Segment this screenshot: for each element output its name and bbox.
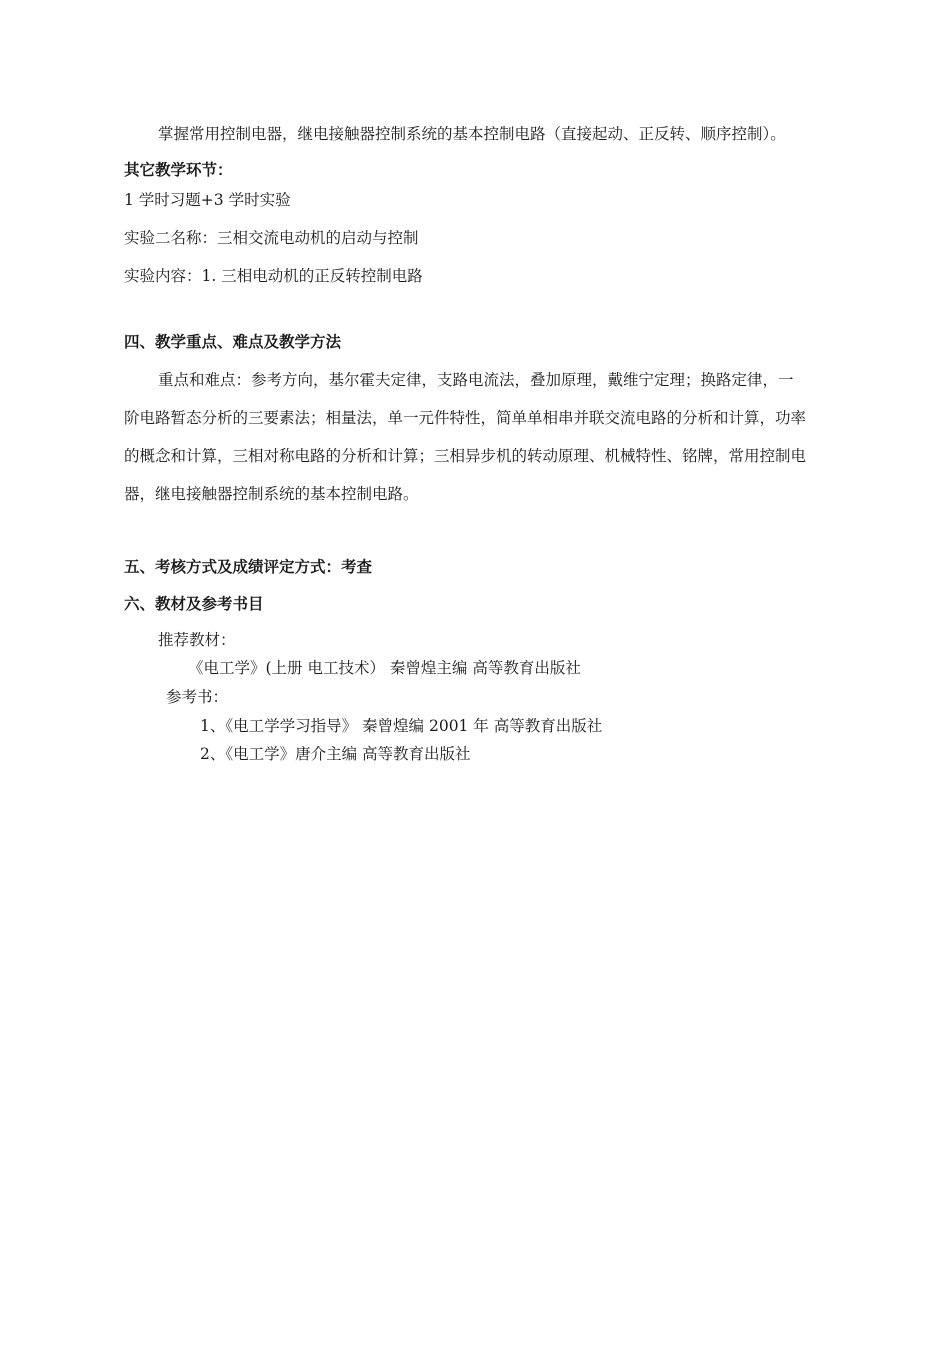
key-points-line: 重点和难点：参考方向，基尔霍夫定律，支路电流法，叠加原理，戴维宁定理；换路定律，一 bbox=[158, 371, 794, 389]
section4-heading: 四、教学重点、难点及教学方法 bbox=[124, 332, 342, 351]
reference-entry-2: 2、《电工学》唐介主编 高等教育出版社 bbox=[200, 745, 471, 763]
key-points-line: 阶电路暂态分析的三要素法；相量法，单一元件特性，简单单相串并联交流电路的分析和计算，功率 bbox=[124, 409, 807, 427]
key-points-line: 的概念和计算，三相对称电路的分析和计算；三相异步机的转动原理、机械特性、铭牌，常用控制电 bbox=[124, 447, 807, 465]
control-objective-text: 掌握常用控制电器，继电接触器控制系统的基本控制电路（直接起动、正反转、顺序控制）。 bbox=[158, 125, 786, 143]
textbook-label: 推荐教材： bbox=[158, 631, 236, 649]
reference-label: 参考书： bbox=[166, 688, 229, 706]
key-points-line: 器，继电接触器控制系统的基本控制电路。 bbox=[124, 485, 419, 503]
reference-entry-1: 1、《电工学学习指导》 秦曾煌编 2001 年 高等教育出版社 bbox=[200, 717, 603, 735]
other-links-heading: 其它教学环节： bbox=[124, 160, 233, 179]
key-points-paragraph bbox=[124, 361, 859, 513]
section6-heading: 六、教材及参考书目 bbox=[124, 594, 264, 613]
hours-text: 1 学时习题+3 学时实验 bbox=[124, 191, 291, 209]
experiment-name-text: 实验二名称：三相交流电动机的启动与控制 bbox=[124, 229, 419, 247]
textbook-entry: 《电工学》(上册 电工技术） 秦曾煌主编 高等教育出版社 bbox=[188, 659, 581, 677]
experiment-content-text: 实验内容：1. 三相电动机的正反转控制电路 bbox=[124, 267, 423, 285]
section5-heading: 五、考核方式及成绩评定方式：考查 bbox=[124, 557, 373, 576]
